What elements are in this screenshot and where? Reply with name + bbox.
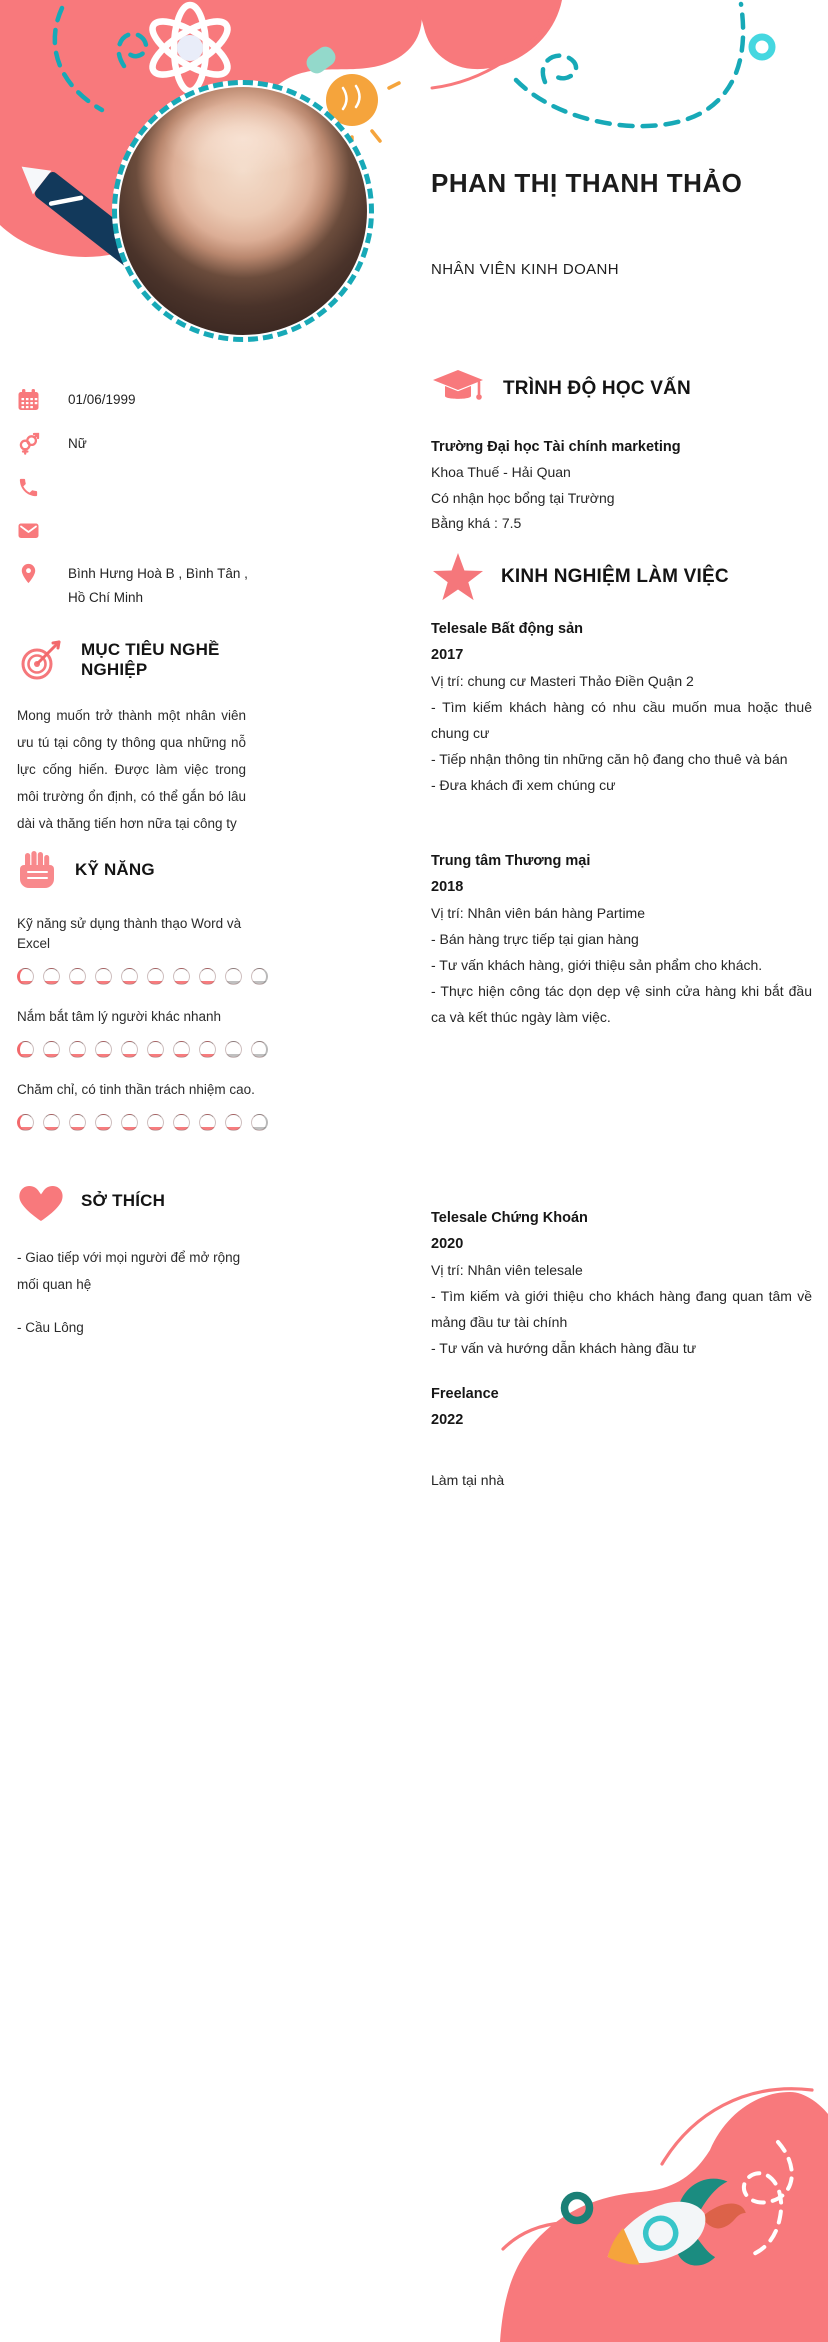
footer-decoration: [0, 2012, 828, 2342]
entry-position: Vị trí: Nhân viên bán hàng Partime: [431, 905, 646, 921]
objective-heading-row: [17, 636, 249, 684]
entry-year: 2022: [431, 1412, 464, 1428]
coral-blob-top-mid: [414, 0, 562, 69]
contact-row-address: [17, 562, 249, 610]
skill-label: Kỹ năng sử dụng thành thạo Word và Excel: [17, 916, 242, 951]
section-objective: [17, 636, 249, 837]
experience-entry: [431, 848, 812, 1030]
candidate-title: NHÂN VIÊN KINH DOANH: [431, 261, 620, 278]
skill-rating: [17, 1114, 277, 1131]
experience-entry: [431, 616, 812, 798]
coral-blob-bottom: [500, 2092, 828, 2342]
objective-heading: MỤC TIÊU NGHỀ NGHIỆP: [81, 640, 220, 679]
coral-arc-line-left: [503, 2223, 563, 2249]
hobby-item: - Cầu Lông: [17, 1320, 84, 1335]
skills-heading: KỸ NĂNG: [75, 860, 155, 879]
gender-value: Nữ: [68, 436, 87, 451]
location-pin-icon: [17, 562, 40, 585]
entry-company: Trung tâm Thương mại: [431, 853, 591, 869]
skill-label: Chăm chỉ, có tinh thần trách nhiệm cao.: [17, 1082, 255, 1097]
skill-rating: [17, 1041, 277, 1058]
contact-row-email: [17, 519, 249, 542]
entry-bullet: - Bán hàng trực tiếp tại gian hàng: [431, 931, 639, 947]
skill-item: [17, 1080, 277, 1131]
contact-row-birthday: [17, 388, 249, 412]
gender-icon: [17, 432, 40, 455]
skills-heading-row: [17, 848, 277, 892]
candidate-name: PHAN THỊ THANH THẢO: [431, 168, 743, 198]
section-skills: [17, 848, 277, 1131]
skill-item: [17, 914, 277, 985]
phone-icon: [17, 476, 40, 499]
profile-photo: [119, 87, 367, 335]
entry-year: 2020: [431, 1236, 464, 1252]
entry-position: Vị trí: chung cư Masteri Thảo Điền Quận 2: [431, 673, 694, 689]
entry-bullet: - Tìm kiếm khách hàng có nhu cầu muốn mua hoặc thuê chung cư: [431, 699, 812, 741]
experience-heading-row: [431, 552, 812, 602]
contact-list: [17, 388, 249, 610]
entry-company: Freelance: [431, 1386, 499, 1402]
education-heading: TRÌNH ĐỘ HỌC VẤN: [503, 378, 691, 399]
calendar-icon: [17, 388, 40, 411]
atom-icon: [145, 5, 235, 91]
birthday-value: 01/06/1999: [68, 392, 136, 407]
experience-entry: [431, 1381, 812, 1493]
entry-year: 2017: [431, 647, 464, 663]
experience-heading: KINH NGHIỆM LÀM VIỆC: [501, 566, 729, 587]
entry-bullet: - Thực hiện công tác dọn dẹp vệ sinh cửa hàng khi bắt đầu ca và kết thúc ngày làm việc.: [431, 983, 812, 1025]
skill-rating: [17, 968, 277, 985]
hobbies-heading-row: [17, 1178, 262, 1224]
target-icon: [17, 636, 65, 684]
entry-year: 2018: [431, 879, 464, 895]
heart-icon: [17, 1178, 65, 1224]
entry-bullet: - Tiếp nhận thông tin những căn hộ đang cho thuê và bán: [431, 751, 788, 767]
contact-row-gender: [17, 432, 249, 456]
hobby-item: - Giao tiếp với mọi người để mở rộng mối quan hệ: [17, 1250, 241, 1292]
education-line: Khoa Thuế - Hải Quan: [431, 464, 571, 480]
skill-item: [17, 1007, 277, 1058]
section-education: [431, 366, 812, 537]
hobbies-heading: SỞ THÍCH: [81, 1191, 166, 1210]
entry-bullet: - Tìm kiếm và giới thiệu cho khách hàng đang quan tâm về mảng đầu tư tài chính: [431, 1288, 812, 1330]
section-experience: [431, 552, 812, 1493]
photo-highlight: [164, 102, 323, 176]
dashed-curves: [55, 4, 743, 126]
donut-circle-icon: [752, 37, 772, 57]
graduation-cap-icon: [431, 366, 487, 412]
rocket-icon: [595, 2170, 758, 2299]
entry-bullet: - Tư vấn và hướng dẫn khách hàng đầu tư: [431, 1340, 697, 1356]
education-line: Có nhận học bổng tại Trường: [431, 489, 615, 506]
coral-arc-line: [432, 8, 558, 88]
section-hobbies: [17, 1178, 262, 1355]
entry-bullet: - Tư vấn khách hàng, giới thiệu sản phẩm cho khách.: [431, 957, 763, 973]
white-dashed-squiggle: [744, 2142, 792, 2256]
education-line: Bằng khá : 7.5: [431, 515, 522, 531]
contact-row-phone: [17, 476, 249, 499]
entry-company: Telesale Chứng Khoán: [431, 1210, 588, 1226]
coral-arc-line-right: [662, 2089, 812, 2164]
fist-icon: [17, 848, 59, 892]
entry-position: Vị trí: Nhân viên telesale: [431, 1262, 583, 1278]
entry-company: Telesale Bất động sản: [431, 621, 584, 637]
email-icon: [17, 519, 40, 542]
education-heading-row: [431, 366, 812, 412]
donut-circle-icon: [565, 2196, 590, 2221]
profile-photo-frame: [112, 80, 374, 342]
skill-label: Nắm bắt tâm lý người khác nhanh: [17, 1009, 221, 1024]
star-icon: [431, 552, 485, 602]
objective-body: Mong muốn trở thành một nhân viên ưu tú tại công ty thông qua những nỗ lực cống hiến. Được làm việc trong môi trường ổn định, có thể gắn bó lâu dài và thăng tiến hơn nữa tại công ty: [17, 708, 246, 831]
experience-entry: [431, 1205, 812, 1361]
entry-bullet: - Đưa khách đi xem chúng cư: [431, 777, 616, 793]
entry-note: Làm tại nhà: [431, 1472, 505, 1488]
education-school: Trường Đại học Tài chính marketing: [431, 439, 681, 455]
address-value: Bình Hưng Hoà B , Bình Tân , Hồ Chí Minh: [68, 566, 248, 605]
